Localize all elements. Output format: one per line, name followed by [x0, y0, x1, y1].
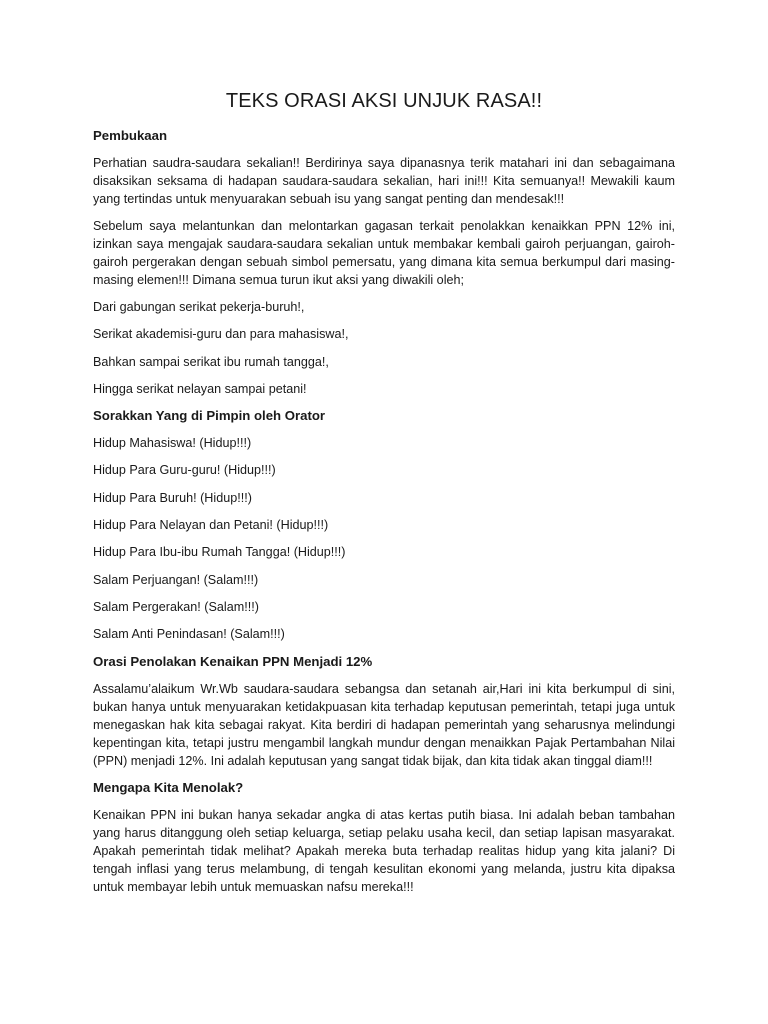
- chant-line: Hidup Para Guru-guru! (Hidup!!!): [93, 463, 276, 478]
- chant-line: Salam Anti Penindasan! (Salam!!!): [93, 627, 285, 642]
- text-line: Dari gabungan serikat pekerja-buruh!,: [93, 300, 305, 314]
- text-line: Hingga serikat nelayan sampai petani!: [93, 381, 307, 396]
- section-heading: Sorakkan Yang di Pimpin oleh Orator: [93, 408, 326, 424]
- section-heading: Orasi Penolakan Kenaikan PPN Menjadi 12%: [93, 653, 373, 669]
- chant-line: Salam Pergerakan! (Salam!!!): [93, 599, 259, 614]
- section-mengapa: [93, 779, 675, 896]
- section-sorakan: [93, 407, 675, 643]
- chant-line: Hidup Mahasiswa! (Hidup!!!): [93, 436, 252, 451]
- text-line: Serikat akademisi-guru dan para mahasiswa!,: [93, 327, 349, 342]
- paragraph: Assalamu’alaikum Wr.Wb saudara-saudara sebangsa dan setanah air,Hari ini kita berkumpul di sini, bukan hanya untuk menyuarakan ketidakpuasan kita terhadap keputusan pemerintah, tetapi juga untuk menegaskan hak kita sebagai rakyat. Kita berdiri di hadapan pemerintah yang seharusnya melindungi kepentingan kita, tetapi justru mengambil langkah mundur dengan menaikkan Pajak Pertambahan Nilai (PPN) menjadi 12%. Ini adalah keputusan yang sangat tidak bijak, dan kita tidak akan tinggal diam!!!: [93, 681, 675, 768]
- text-line: Bahkan sampai serikat ibu rumah tangga!,: [93, 354, 329, 369]
- chant-line: Hidup Para Nelayan dan Petani! (Hidup!!!): [93, 518, 329, 533]
- section-pembukaan: [93, 127, 675, 398]
- section-heading: Pembukaan: [93, 128, 168, 143]
- section-orasi: [93, 653, 675, 770]
- paragraph: Kenaikan PPN ini bukan hanya sekadar angka di atas kertas putih biasa. Ini adalah beban tambahan yang harus ditanggung oleh setiap keluarga, setiap pelaku usaha kecil, dan setiap lapisan masyarakat. Apakah pemerintah tidak melihat? Apakah mereka buta terhadap realitas hidup yang kita jalani? Di tengah inflasi yang terus melambung, di tengah kesulitan ekonomi yang melanda, justru kita dipaksa untuk membayar lebih untuk memuaskan nafsu mereka!!!: [93, 807, 675, 894]
- paragraph: Sebelum saya melantunkan dan melontarkan gagasan terkait penolakkan kenaikkan PPN 12% ini, izinkan saya mengajak saudara-saudara sekalian untuk membakar kembali gairoh perjuangan, gairoh-gairoh pergerakan dengan sebuah simbol pemersatu, yang dimana kita semua berkumpul dari masing-masing elemen!!! Dimana semua turun ikut aksi yang diwakili oleh;: [93, 219, 675, 287]
- chant-line: Salam Perjuangan! (Salam!!!): [93, 572, 259, 587]
- paragraph: Perhatian saudra-saudara sekalian!! Berdirinya saya dipanasnya terik matahari ini dan sebagaimana disaksikan seksama di hadapan saudara-saudara sekalian, hari ini!!! Kita semuanya!! Mewakili kaum yang tertindas untuk menyuarakan sebuah isu yang sangat penting dan mendesak!!!: [93, 156, 675, 206]
- section-heading: Mengapa Kita Menolak?: [93, 779, 244, 795]
- chant-line: Hidup Para Buruh! (Hidup!!!): [93, 490, 252, 505]
- chant-line: Hidup Para Ibu-ibu Rumah Tangga! (Hidup!!!): [93, 545, 346, 560]
- document-title: TEKS ORASI AKSI UNJUK RASA!!: [225, 90, 543, 112]
